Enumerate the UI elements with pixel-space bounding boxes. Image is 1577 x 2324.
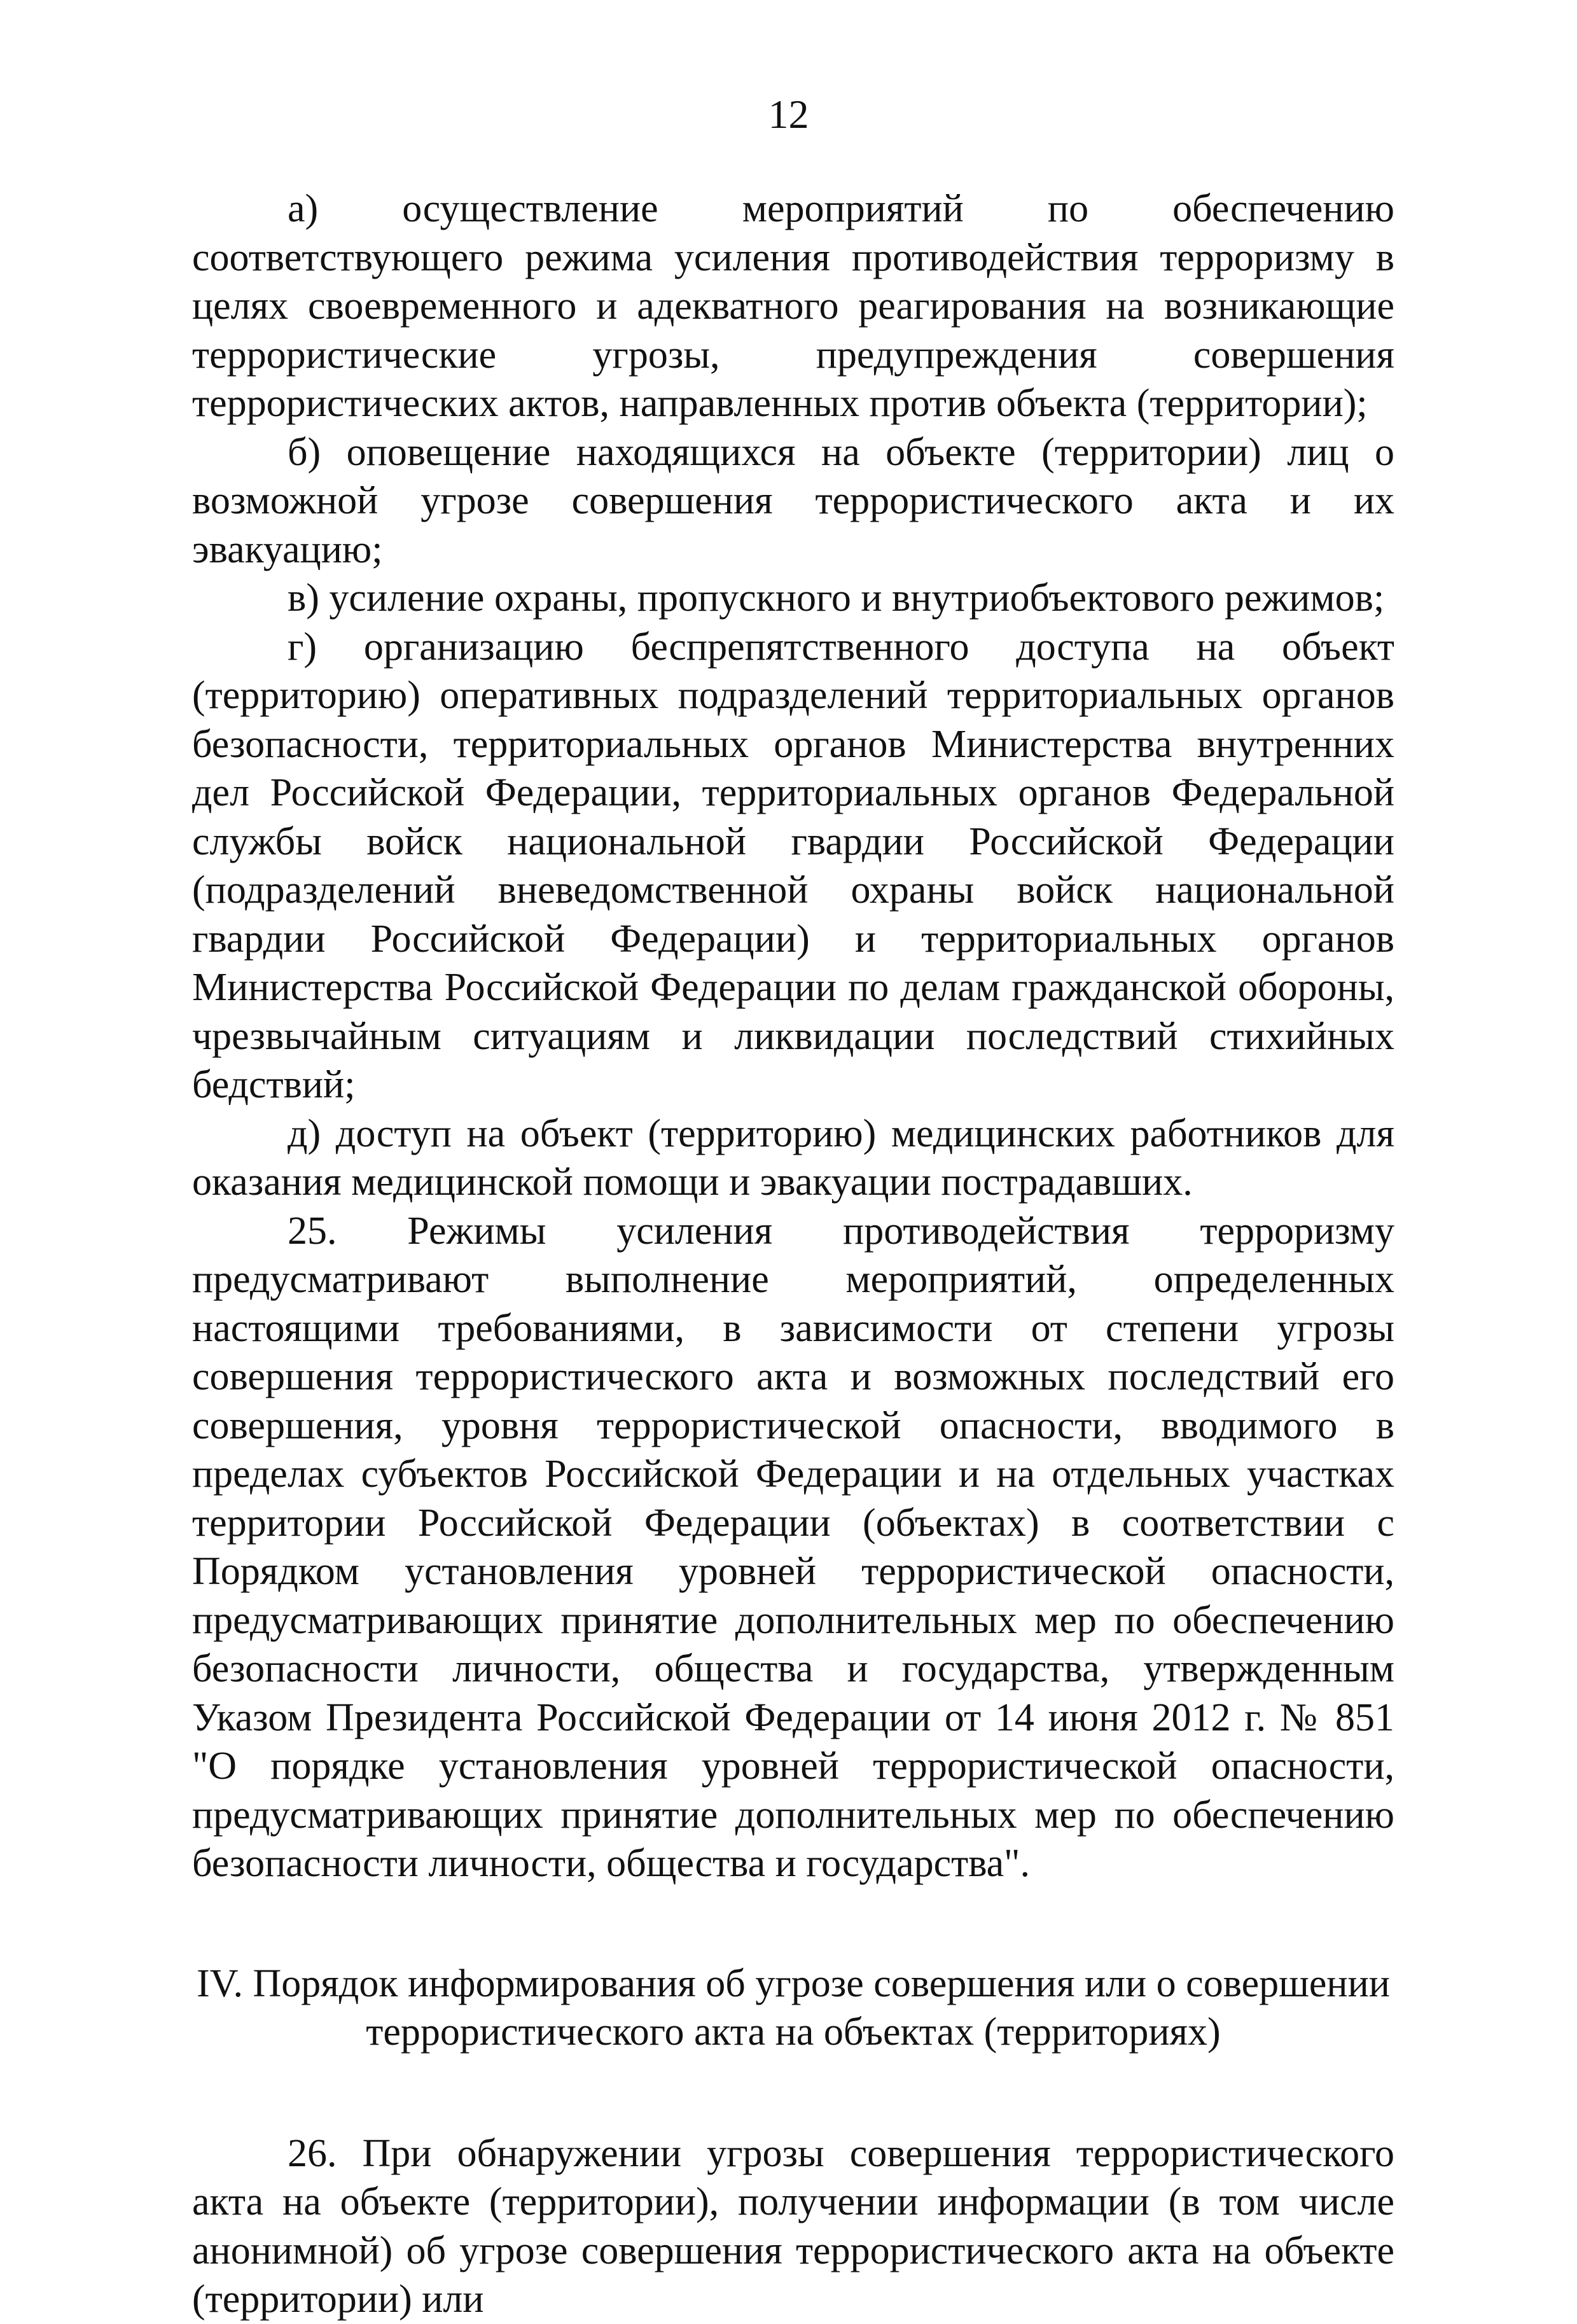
section-heading-line-2: террористического акта на объектах (территориях): [366, 2010, 1221, 2054]
section-heading: [192, 1959, 1394, 2057]
paragraph-item-b: б) оповещение находящихся на объекте (территории) лиц о возможной угрозе совершения террористического акта и их эвакуацию;: [192, 430, 1394, 571]
paragraph-item-d: д) доступ на объект (территорию) медицинских работников для оказания медицинской помощи и эвакуации пострадавших.: [192, 1111, 1394, 1204]
page-number: 12: [768, 92, 809, 137]
paragraph-item-v: в) усиление охраны, пропускного и внутриобъектового режимов;: [288, 576, 1385, 620]
document-body: [192, 184, 1394, 2324]
section-heading-line-1: IV. Порядок информирования об угрозе совершения или о совершении: [197, 1961, 1390, 2005]
paragraph-25: 25. Режимы усиления противодействия терроризму предусматривают выполнение мероприятий, определенных настоящими требованиями, в зависимости от степени угрозы совершения террористического акта и возможных последствий его совершения, уровня террористической опасности, вводимого в пределах субъектов Российской Федерации и на отдельных участках территории Российской Федерации (объектах) в соответствии с Порядком установления уровней террористической опасности, предусматривающих принятие дополнительных мер по обеспечению безопасности личности, общества и государства, утвержденным Указом Президента Российской Федерации от 14 июня 2012 г. № 851 "О порядке установления уровней террористической опасности, предусматривающих принятие дополнительных мер по обеспечению безопасности личности, общества и государства".: [192, 1209, 1394, 1885]
paragraph-item-g: г) организацию беспрепятственного доступа на объект (территорию) оперативных подразделений территориальных органов безопасности, территориальных органов Министерства внутренних дел Российской Федерации, территориальных органов Федеральной службы войск национальной гвардии Российской Федерации (подразделений вневедомственной охраны войск национальной гвардии Российской Федерации) и территориальных органов Министерства Российской Федерации по делам гражданской обороны, чрезвычайным ситуациям и ликвидации последствий стихийных бедствий;: [192, 625, 1394, 1106]
paragraph-26: 26. При обнаружении угрозы совершения террористического акта на объекте (территории), получении информации (в том числе анонимной) об угрозе совершения террористического акта на объекте (территории) или: [192, 2131, 1394, 2321]
paragraph-item-a: а) осуществление мероприятий по обеспечению соответствующего режима усиления противодействия терроризму в целях своевременного и адекватного реагирования на возникающие террористические угрозы, предупреждения совершения террористических актов, направленных против объекта (территории);: [192, 187, 1394, 425]
